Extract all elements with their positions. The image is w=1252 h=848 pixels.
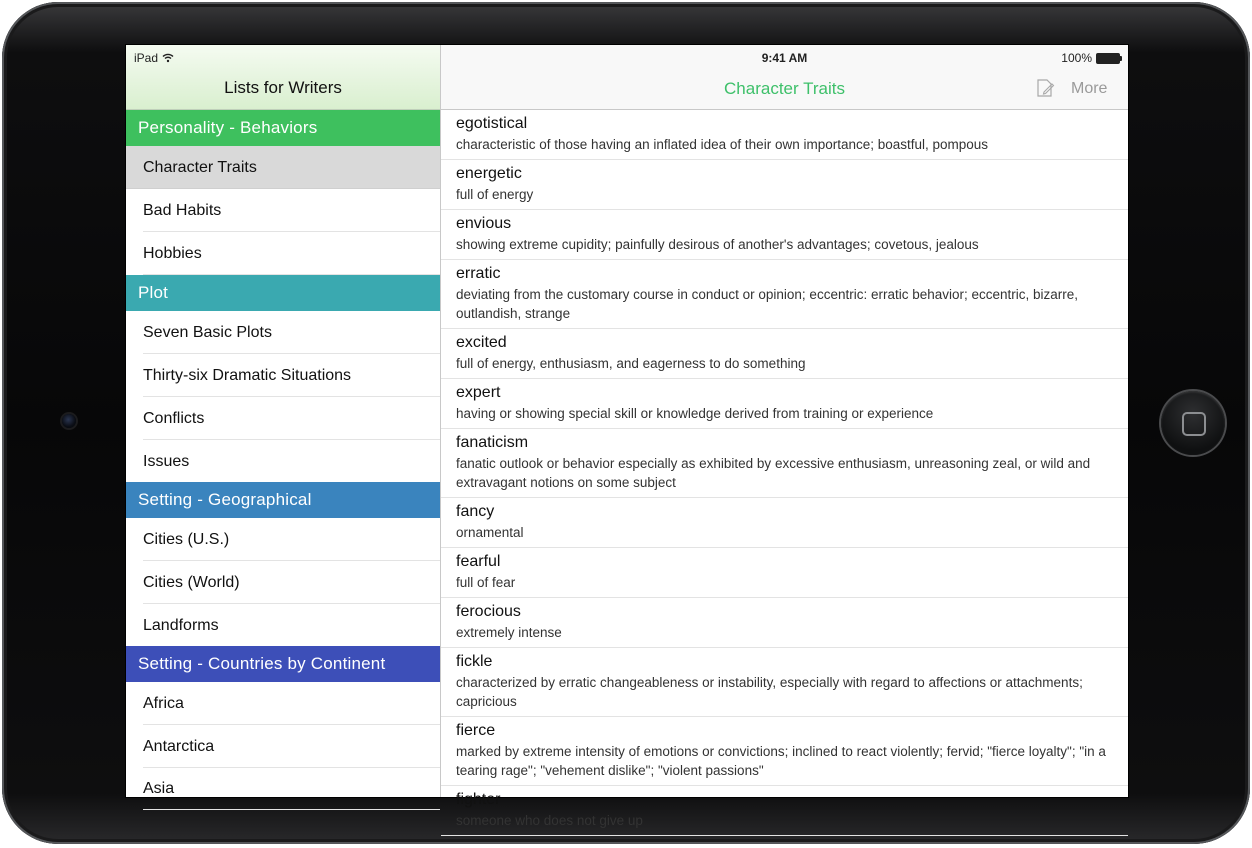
entry-definition: fanatic outlook or behavior especially as exhibited by excessive enthusiasm, unreasoning zeal, or wild and extravagant notions on some subject [456, 456, 1091, 490]
entry-word: energetic [456, 165, 522, 182]
sidebar-title: Lists for Writers [224, 78, 342, 97]
entry-word: fancy [456, 503, 495, 520]
sidebar-item-seven-basic-plots[interactable]: Seven Basic Plots [126, 311, 440, 354]
entries-list[interactable] [441, 110, 1128, 836]
entry-definition: full of energy [456, 187, 534, 202]
entry-definition: marked by extreme intensity of emotions or convictions; inclined to react violently; fervid; "fierce loyalty"; "in a tearing rage"; "vehement dislike"; "violent passions" [456, 744, 1106, 778]
entry-row[interactable] [441, 498, 1128, 548]
more-button[interactable]: More [1071, 80, 1108, 97]
section-header-plot: Plot [126, 275, 440, 311]
entry-row[interactable] [441, 210, 1128, 260]
sidebar-item-africa[interactable]: Africa [126, 682, 440, 725]
entry-definition: full of fear [456, 575, 516, 590]
wifi-icon [162, 53, 174, 63]
entry-row[interactable] [441, 598, 1128, 648]
sidebar-item-landforms[interactable]: Landforms [126, 604, 440, 647]
section-header-countries: Setting - Countries by Continent [126, 646, 440, 682]
entry-word: fearful [456, 553, 501, 570]
entry-word: ferocious [456, 603, 521, 620]
entry-word: erratic [456, 265, 501, 282]
sidebar-item-antarctica[interactable]: Antarctica [126, 725, 440, 768]
entry-definition: characteristic of those having an inflated idea of their own importance; boastful, pompous [456, 137, 989, 152]
sidebar-item-bad-habits[interactable]: Bad Habits [126, 189, 440, 232]
entry-row[interactable] [441, 548, 1128, 598]
entry-definition: someone who does not give up [456, 813, 643, 828]
detail-pane [441, 45, 1128, 828]
sidebar-header [126, 45, 440, 110]
entry-word: fighter [456, 791, 501, 808]
entry-row[interactable] [441, 379, 1128, 429]
entry-row[interactable] [441, 786, 1128, 836]
entry-definition: showing extreme cupidity; painfully desirous of another's advantages; covetous, jealous [456, 237, 979, 252]
sidebar-item-cities-world[interactable]: Cities (World) [126, 561, 440, 604]
entry-row[interactable] [441, 429, 1128, 498]
entry-word: fanaticism [456, 434, 529, 451]
status-time: 9:41 AM [761, 51, 808, 65]
entry-word: expert [456, 384, 501, 401]
entry-definition: full of energy, enthusiasm, and eagerness to do something [456, 356, 806, 371]
battery-percent: 100% [1061, 51, 1092, 65]
screen [125, 44, 1129, 828]
entry-word: fierce [456, 722, 496, 739]
entry-word: excited [456, 334, 507, 351]
device-label: iPad [134, 51, 159, 65]
entry-definition: deviating from the customary course in conduct or opinion; eccentric: erratic behavior; eccentric, bizarre, outlandish, strange [456, 287, 1079, 321]
sidebar-item-dramatic-situations[interactable]: Thirty-six Dramatic Situations [126, 354, 440, 397]
front-camera [62, 414, 76, 428]
entry-row[interactable] [441, 329, 1128, 379]
entry-row[interactable] [441, 717, 1128, 786]
entry-word: fickle [456, 653, 493, 670]
sidebar-item-conflicts[interactable]: Conflicts [126, 397, 440, 440]
entry-definition: having or showing special skill or knowledge derived from training or experience [456, 406, 934, 421]
entry-definition: extremely intense [456, 625, 562, 640]
section-header-personality: Personality - Behaviors [126, 110, 440, 146]
detail-title: Character Traits [724, 79, 845, 98]
sidebar-item-character-traits[interactable]: Character Traits [126, 146, 440, 189]
detail-navbar [441, 45, 1128, 110]
sidebar-item-cities-us[interactable]: Cities (U.S.) [126, 518, 440, 561]
sidebar-item-asia[interactable]: Asia [126, 767, 440, 810]
entry-definition: characterized by erratic changeableness or instability, especially with regard to affections or attachments; capricious [456, 675, 1083, 709]
status-bar-right [1061, 51, 1120, 65]
compose-icon[interactable] [1035, 78, 1055, 98]
entry-row[interactable] [441, 160, 1128, 210]
entry-word: egotistical [456, 115, 528, 132]
entry-row[interactable] [441, 110, 1128, 160]
sidebar [126, 45, 441, 797]
sidebar-item-hobbies[interactable]: Hobbies [126, 232, 440, 275]
entry-definition: ornamental [456, 525, 524, 540]
home-square-icon [1182, 412, 1206, 436]
home-button[interactable] [1161, 391, 1225, 455]
entry-row[interactable] [441, 648, 1128, 717]
battery-icon [1096, 53, 1120, 64]
status-bar-left [134, 51, 174, 65]
sidebar-item-issues[interactable]: Issues [126, 440, 440, 483]
entry-row[interactable] [441, 260, 1128, 329]
entry-word: envious [456, 215, 512, 232]
section-header-geographical: Setting - Geographical [126, 482, 440, 518]
